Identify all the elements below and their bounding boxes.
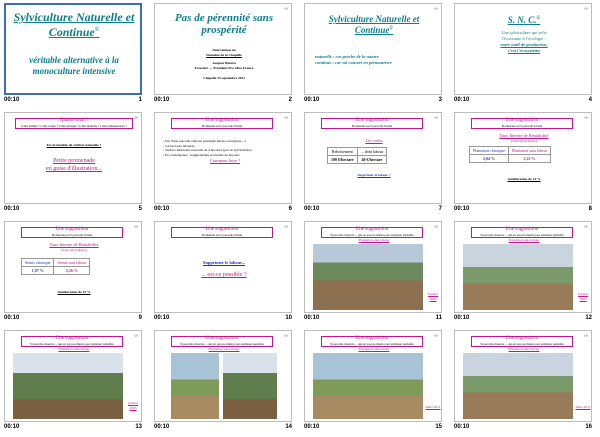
slide-10-line-2: ... est-ce possible ? bbox=[201, 272, 247, 278]
slide-4-preview[interactable] bbox=[454, 3, 592, 95]
slide-9-table bbox=[21, 258, 90, 275]
slide-4-number: 4 bbox=[588, 97, 592, 103]
slide-7-box-title: Une supposition bbox=[355, 118, 389, 123]
slide-2-line-1: Intervention au bbox=[212, 48, 236, 52]
slide-9-meta bbox=[4, 315, 142, 325]
slide-13-preview[interactable] bbox=[4, 330, 142, 422]
slide-12-photo bbox=[463, 244, 573, 310]
slide-15-box-title: Une supposition bbox=[355, 336, 389, 341]
slide-8-cell: Plantation classique bbox=[470, 147, 509, 155]
slide-9-cell: Semis sans labour bbox=[54, 259, 90, 267]
slide-14-heading: Plantation sans labour bbox=[208, 347, 240, 351]
slide-9-number: 9 bbox=[138, 315, 142, 321]
transition-icon: ∞ bbox=[584, 224, 588, 230]
slide-11-date: Janvier 2003 bbox=[427, 292, 439, 301]
transition-icon: ∞ bbox=[134, 224, 138, 230]
slide-5-line-3: Petite promenade bbox=[53, 158, 95, 164]
slide-thumbnail-14[interactable] bbox=[150, 327, 300, 436]
slide-12-timing: 00:10 bbox=[454, 315, 470, 321]
slide-9-cell: 2,26 % bbox=[54, 267, 90, 275]
slide-8-cell: 2,22 % bbox=[508, 155, 550, 163]
slide-8-box-title: Une supposition bbox=[505, 118, 539, 123]
slide-8-headsub: (dont sylviculture) bbox=[511, 139, 537, 143]
slide-1-meta bbox=[4, 97, 142, 107]
slide-3-timing: 00:10 bbox=[304, 97, 320, 103]
slide-5-line-2: Est-il rentable de cultiver naturelle ? bbox=[46, 143, 102, 147]
transition-icon: ∞ bbox=[134, 115, 138, 121]
slide-6-line-3: - Surface inférieure nouvelle de 4 hectares (par de sylviculture) bbox=[163, 148, 252, 152]
slide-6-meta bbox=[154, 206, 292, 216]
slide-15-timing: 00:10 bbox=[304, 424, 320, 430]
slide-7-cell: ... dont labour bbox=[357, 148, 386, 156]
slide-14-photo-left bbox=[171, 353, 219, 419]
slide-13-heading: Plantation sans labour bbox=[58, 347, 90, 351]
slide-6-box-sub: Promenade sur la parcelle d'étude bbox=[201, 123, 243, 128]
slide-15-heading: Plantation sans labour bbox=[358, 347, 390, 351]
slide-14-box-sub: Si parcelle observée ... qui est pas pas mieux pour expliquer partielles bbox=[180, 341, 264, 346]
slide-7-heading: Les coûts bbox=[365, 138, 383, 143]
slide-9-box-title: Une supposition bbox=[55, 227, 89, 232]
slide-5-line-1: Coûts intimes ? Coûts totaux ? Coûts partagés ? Coûts durables ? Coûts rémunérateurs ? bbox=[21, 123, 127, 128]
transition-icon: ∞ bbox=[584, 6, 588, 12]
slide-4-meta bbox=[454, 97, 592, 107]
slide-7-cell: 100 €/hectare bbox=[328, 156, 358, 164]
slide-13-meta bbox=[4, 424, 142, 434]
slide-4-reg: © bbox=[536, 16, 541, 21]
slide-7-number: 7 bbox=[438, 206, 442, 212]
slide-2-title: Pas de pérennité sans prospérité bbox=[174, 12, 274, 36]
slide-6-timing: 00:10 bbox=[154, 206, 170, 212]
slide-14-photo-right bbox=[223, 353, 277, 419]
slide-6-number: 6 bbox=[288, 206, 292, 212]
slide-8-table bbox=[469, 146, 551, 163]
slide-2-meta bbox=[154, 97, 292, 107]
slide-10-timing: 00:10 bbox=[154, 315, 170, 321]
slide-11-box-sub: Si parcelle observée ... qui est pas pas mieux pour expliquer partielles bbox=[330, 232, 414, 237]
slide-7-cell: Reboisement bbox=[328, 148, 358, 156]
slide-4-timing: 00:10 bbox=[454, 97, 470, 103]
slide-9-heading: Taux Interne de Rentabilité bbox=[49, 242, 99, 247]
transition-icon: ∞ bbox=[284, 224, 288, 230]
slide-thumbnail-6[interactable] bbox=[150, 109, 300, 218]
slide-1-number: 1 bbox=[138, 97, 142, 103]
slide-5-preview[interactable] bbox=[4, 112, 142, 204]
slide-13-number: 13 bbox=[135, 424, 142, 430]
slide-1-subtitle: véritable alternative à la monoculture intensive bbox=[29, 55, 119, 76]
slide-9-cell: Semis classique bbox=[22, 259, 54, 267]
slide-12-preview[interactable] bbox=[454, 221, 592, 313]
slide-3-title: Sylviculture Naturelle et Continue bbox=[328, 14, 420, 35]
slide-thumbnail-4[interactable] bbox=[450, 0, 600, 109]
slide-thumbnail-16[interactable] bbox=[450, 327, 600, 436]
slide-thumbnail-10[interactable] bbox=[150, 218, 300, 327]
slide-thumbnail-13[interactable] bbox=[0, 327, 150, 436]
transition-icon: ∞ bbox=[584, 333, 588, 339]
slide-3-meta bbox=[304, 97, 442, 107]
slide-16-preview[interactable] bbox=[454, 330, 592, 422]
slide-thumbnail-5[interactable] bbox=[0, 109, 150, 218]
slide-16-heading: Plantation sans labour bbox=[508, 347, 540, 351]
slide-10-box-title: Une supposition bbox=[205, 227, 239, 232]
slide-14-box-title: Une supposition bbox=[205, 336, 239, 341]
slide-10-number: 10 bbox=[285, 315, 292, 321]
slide-9-cell: 1,97 % bbox=[22, 267, 54, 275]
transition-icon: ∞ bbox=[434, 333, 438, 339]
slide-8-preview[interactable] bbox=[454, 112, 592, 204]
slide-7-timing: 00:10 bbox=[304, 206, 320, 212]
slide-7-preview[interactable] bbox=[304, 112, 442, 204]
slide-6-line-5: Comment faire ? bbox=[209, 158, 241, 163]
slide-8-cell: 2,04 % bbox=[470, 155, 509, 163]
transition-icon: ∞ bbox=[134, 333, 138, 339]
slide-3-reg: © bbox=[389, 26, 394, 31]
slide-14-meta bbox=[154, 424, 292, 434]
transition-icon: ∞ bbox=[284, 333, 288, 339]
slide-6-line-1: - Sur d'une parcelle cultivée (exemple Klein, eucalyptus ...) bbox=[163, 139, 247, 143]
slide-15-preview[interactable] bbox=[304, 330, 442, 422]
slide-thumbnail-11[interactable] bbox=[300, 218, 450, 327]
slide-thumbnail-1[interactable] bbox=[0, 0, 150, 109]
slide-2-line-2: Domaine de la Chapelle bbox=[206, 52, 242, 57]
slide-14-preview[interactable] bbox=[154, 330, 292, 422]
slide-13-timing: 00:10 bbox=[4, 424, 20, 430]
slide-thumbnail-12[interactable] bbox=[450, 218, 600, 327]
slide-thumbnail-3[interactable] bbox=[300, 0, 450, 109]
slide-2-preview[interactable] bbox=[154, 3, 292, 95]
slide-2-line-3: Jacques Hazera bbox=[212, 61, 236, 65]
slide-13-photo bbox=[13, 353, 123, 419]
slide-4-line-2: l'économie à l'écologie : bbox=[501, 36, 547, 41]
transition-icon: ∞ bbox=[434, 224, 438, 230]
slide-8-box-sub: Promenade sur la parcelle d'étude bbox=[501, 123, 543, 128]
slide-11-heading: Plantation sans labour bbox=[358, 238, 390, 242]
slide-15-photo bbox=[313, 353, 423, 419]
transition-icon: ∞ bbox=[284, 6, 288, 12]
slide-12-number: 12 bbox=[585, 315, 592, 321]
transition-icon: ∞ bbox=[434, 115, 438, 121]
slide-15-meta bbox=[304, 424, 442, 434]
slide-3-bullet-2: continue : car sol couvert en permanence bbox=[315, 60, 392, 65]
slide-13-box-sub: Si parcelle observée ... qui est pas pas mieux pour expliquer partielles bbox=[30, 341, 114, 346]
slide-thumbnail-9[interactable] bbox=[0, 218, 150, 327]
slide-thumbnail-8[interactable] bbox=[450, 109, 600, 218]
slide-10-meta bbox=[154, 315, 292, 325]
slide-1-timing: 00:10 bbox=[4, 97, 20, 103]
slide-11-box-title: Une supposition bbox=[355, 227, 389, 232]
slide-15-number: 15 bbox=[435, 424, 442, 430]
slide-13-date: Janvier 2003 bbox=[127, 401, 139, 410]
transition-icon: ∞ bbox=[284, 115, 288, 121]
slide-1-title: Sylviculture Naturelle et Continue bbox=[13, 10, 135, 39]
slide-12-box-sub: Si parcelle observée ... qui est pas pas mieux pour expliquer partielles bbox=[480, 232, 564, 237]
slide-8-timing: 00:10 bbox=[454, 206, 470, 212]
slide-6-line-2: - 3,2 hectares labourés bbox=[163, 143, 195, 148]
slide-14-number: 14 bbox=[285, 424, 292, 430]
slide-16-number: 16 bbox=[585, 424, 592, 430]
slide-11-number: 11 bbox=[435, 315, 442, 321]
slide-thumbnail-7[interactable] bbox=[300, 109, 450, 218]
slide-4-title: S. N. C. bbox=[507, 15, 537, 25]
slide-7-footer: Supprimer le labour ? bbox=[357, 173, 391, 177]
slide-4-line-4: c'est l'écosystème bbox=[507, 48, 541, 53]
slide-thumbnail-2[interactable] bbox=[150, 0, 300, 109]
slide-16-box-title: Une supposition bbox=[505, 336, 539, 341]
slide-16-timing: 00:10 bbox=[454, 424, 470, 430]
slide-6-preview[interactable] bbox=[154, 112, 292, 204]
slide-16-photo bbox=[463, 353, 573, 419]
slide-4-line-1: Une sylviculture qui relie bbox=[501, 30, 547, 35]
slide-1-reg: © bbox=[94, 27, 100, 33]
slide-10-line-1: Supprimer le labour... bbox=[202, 260, 246, 265]
slide-6-box-title: Une supposition bbox=[205, 118, 239, 123]
slide-15-date: Mars 2011 bbox=[425, 405, 441, 409]
slide-16-date: Mars 2011 bbox=[575, 405, 591, 409]
slide-thumbnail-15[interactable] bbox=[300, 327, 450, 436]
slide-12-box-title: Une supposition bbox=[505, 227, 539, 232]
slide-10-box-sub: Promenade sur la parcelle d'étude bbox=[201, 232, 243, 237]
slide-2-timing: 00:10 bbox=[154, 97, 170, 103]
slide-16-meta bbox=[454, 424, 592, 434]
slide-12-meta bbox=[454, 315, 592, 325]
slide-3-bullet-1: naturelle : car proche de la nature bbox=[315, 54, 379, 59]
slide-11-meta bbox=[304, 315, 442, 325]
slide-8-number: 8 bbox=[588, 206, 592, 212]
transition-icon: ∞ bbox=[434, 6, 438, 12]
slide-9-preview[interactable] bbox=[4, 221, 142, 313]
slide-7-table bbox=[327, 147, 387, 164]
slide-3-number: 3 bbox=[438, 97, 442, 103]
slide-11-preview[interactable] bbox=[304, 221, 442, 313]
slide-9-timing: 00:10 bbox=[4, 315, 20, 321]
slide-5-line-4: en guise d'illustration... bbox=[46, 166, 102, 172]
slide-3-preview[interactable] bbox=[304, 3, 442, 95]
slide-5-meta bbox=[4, 206, 142, 216]
slide-5-number: 5 bbox=[138, 206, 142, 212]
slide-2-line-4: Forestier — Président Pro Silva France bbox=[194, 65, 254, 70]
slide-7-box-sub: Promenade sur la parcelle d'étude bbox=[351, 123, 393, 128]
slide-9-footer: Amélioration de 15 % bbox=[57, 290, 91, 294]
slide-2-line-5: Chapelle 15 septembre 2011 bbox=[203, 76, 245, 80]
slide-12-date: Janvier 2003 bbox=[577, 292, 589, 301]
slide-9-box-sub: Promenade sur la parcelle d'étude bbox=[51, 232, 93, 237]
slide-7-cell: 40 €/hectare bbox=[357, 156, 386, 164]
slide-7-meta bbox=[304, 206, 442, 216]
slide-5-timing: 00:10 bbox=[4, 206, 20, 212]
slide-12-heading: Plantation sans labour bbox=[508, 238, 540, 242]
slide-13-box-title: Une supposition bbox=[55, 336, 89, 341]
slide-11-timing: 00:10 bbox=[304, 315, 320, 321]
slide-16-box-sub: Si parcelle observée ... qui est pas pas mieux pour expliquer partielles bbox=[480, 341, 564, 346]
slide-8-heading: Taux Interne de Rentabilité bbox=[499, 133, 549, 138]
slide-10-preview[interactable] bbox=[154, 221, 292, 313]
slide-8-cell: Plantation sans labour bbox=[508, 147, 550, 155]
slide-1-preview[interactable] bbox=[4, 3, 142, 95]
slide-15-box-sub: Si parcelle observée ... qui est pas pas mieux pour expliquer partielles bbox=[330, 341, 414, 346]
slide-14-timing: 00:10 bbox=[154, 424, 170, 430]
slide-9-headsub: (dont sylviculture) bbox=[61, 248, 87, 252]
slide-6-line-4: - En conséquence : indépendante économie de moyens bbox=[163, 152, 240, 157]
slide-11-photo bbox=[313, 244, 423, 310]
slide-8-footer: Amélioration de 14 % bbox=[507, 177, 541, 181]
slide-8-meta bbox=[454, 206, 592, 216]
slide-2-number: 2 bbox=[288, 97, 292, 103]
slide-4-line-3: notre outil de production, bbox=[500, 42, 548, 47]
transition-icon: ∞ bbox=[584, 115, 588, 121]
slide-5-title: Qualité total ? bbox=[59, 118, 89, 123]
